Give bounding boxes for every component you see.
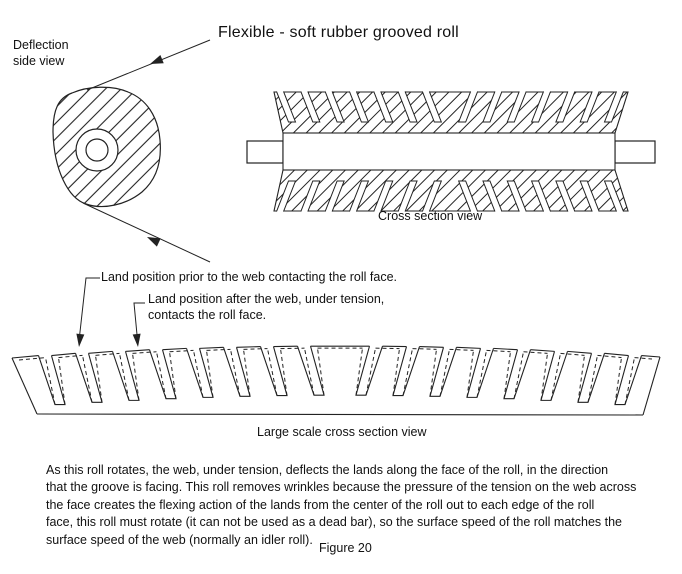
shaft-stub-right bbox=[615, 141, 655, 163]
land-top-undeflected bbox=[59, 355, 83, 357]
land-groove bbox=[393, 347, 420, 396]
land-top-undeflected bbox=[450, 349, 474, 350]
land-undeflected-edge bbox=[430, 349, 437, 396]
land-after-label-line1: Land position after the web, under tension, bbox=[148, 292, 385, 306]
land-groove bbox=[150, 350, 177, 399]
land-undeflected-edge bbox=[281, 349, 288, 396]
figure-caption: Figure 20 bbox=[319, 541, 372, 555]
land-groove bbox=[113, 351, 140, 400]
side-view-drawing bbox=[53, 40, 210, 262]
land-undeflected-edge bbox=[393, 349, 400, 396]
land-undeflected-edge bbox=[615, 358, 622, 405]
land-groove bbox=[430, 347, 457, 396]
land-top-undeflected bbox=[413, 349, 437, 350]
land-top bbox=[163, 348, 187, 349]
land-undeflected-edge bbox=[578, 355, 585, 402]
land-top-undeflected bbox=[561, 353, 585, 355]
arrowhead-icon bbox=[148, 55, 163, 68]
paragraph-line: face, this roll must rotate (it can not be used as a dead bar), so the surface speed of the roll matches the bbox=[46, 515, 623, 530]
land-undeflected-edge bbox=[207, 350, 214, 397]
land-top-undeflected bbox=[207, 349, 231, 350]
side-view-label-line2: side view bbox=[13, 54, 65, 68]
land-groove bbox=[224, 347, 251, 396]
land-undeflected-edge bbox=[467, 350, 474, 397]
land-top bbox=[642, 356, 661, 357]
title-leader-line bbox=[87, 40, 210, 90]
land-undeflected-edge bbox=[170, 352, 177, 399]
title-leader-line-2 bbox=[83, 203, 210, 262]
land-top bbox=[126, 350, 150, 352]
land-groove bbox=[261, 347, 288, 396]
rubber-top bbox=[274, 92, 628, 133]
land-undeflected-edge bbox=[504, 352, 511, 399]
side-view-label-line1: Deflection bbox=[13, 38, 69, 52]
land-groove bbox=[541, 351, 568, 400]
rubber-bottom bbox=[274, 170, 628, 211]
land-top bbox=[200, 347, 224, 348]
land-undeflected-edge bbox=[356, 348, 363, 395]
land-top-undeflected bbox=[524, 352, 548, 354]
land-undeflected-edge bbox=[96, 355, 103, 402]
roll-shaft-hole bbox=[86, 139, 108, 161]
land-groove bbox=[76, 353, 103, 402]
roll-core bbox=[283, 133, 615, 170]
land-top bbox=[457, 347, 481, 348]
description-paragraph bbox=[46, 462, 636, 549]
land-prior-label: Land position prior to the web contacting the roll face. bbox=[101, 270, 398, 284]
land-groove bbox=[356, 346, 383, 395]
land-undeflected-edge bbox=[318, 348, 325, 395]
land-top bbox=[12, 356, 39, 358]
arrowhead-icon bbox=[75, 334, 84, 348]
land-groove bbox=[187, 348, 214, 397]
land-top bbox=[494, 348, 518, 349]
land-top bbox=[568, 351, 592, 353]
paragraph-line: surface speed of the web (normally an idler roll). bbox=[46, 532, 313, 547]
land-top bbox=[531, 350, 555, 352]
land-groove bbox=[39, 356, 66, 405]
shaft-stub-left bbox=[247, 141, 283, 163]
land-top-undeflected bbox=[133, 352, 157, 354]
slab-right-end bbox=[643, 357, 660, 415]
land-prior-leader bbox=[79, 278, 100, 341]
land-undeflected-edge bbox=[133, 353, 140, 400]
large-scale-caption: Large scale cross section view bbox=[257, 425, 427, 439]
land-top-undeflected bbox=[598, 355, 622, 357]
land-groove bbox=[467, 348, 494, 397]
land-top bbox=[237, 347, 261, 348]
paragraph-line: the face creates the flexing action of the lands from the center of the roll out to each edge of the roll bbox=[46, 497, 595, 512]
slab-left-end bbox=[12, 358, 37, 414]
land-top-undeflected bbox=[96, 353, 120, 355]
slab-bottom-edge bbox=[37, 414, 643, 415]
land-top bbox=[605, 353, 629, 355]
figure-title: Flexible - soft rubber grooved roll bbox=[218, 24, 459, 41]
land-undeflected-edge bbox=[541, 353, 548, 400]
land-top-undeflected bbox=[635, 358, 653, 359]
land-groove bbox=[615, 356, 642, 405]
land-top-undeflected bbox=[19, 358, 46, 360]
land-top bbox=[89, 351, 113, 353]
land-groove bbox=[504, 350, 531, 399]
land-top bbox=[52, 353, 76, 355]
land-top-undeflected bbox=[244, 349, 268, 350]
paragraph-line: As this roll rotates, the web, under tension, deflects the lands along the face of the roll, in the direction bbox=[46, 463, 609, 477]
land-undeflected-edge bbox=[59, 358, 66, 405]
cross-section-drawing bbox=[247, 91, 655, 212]
lands-and-grooves bbox=[12, 346, 660, 404]
land-after-label-line2: contacts the roll face. bbox=[148, 308, 267, 322]
land-groove bbox=[298, 346, 325, 395]
land-top-undeflected bbox=[487, 350, 511, 351]
paragraph-line: that the groove is facing. This roll removes wrinkles because the pressure of the tension on the web across bbox=[46, 480, 637, 495]
land-undeflected-edge bbox=[244, 349, 251, 396]
land-groove bbox=[578, 353, 605, 402]
arrowhead-icon bbox=[133, 334, 142, 348]
cross-section-caption: Cross section view bbox=[378, 209, 483, 223]
land-top bbox=[420, 347, 444, 348]
land-top-undeflected bbox=[170, 350, 194, 351]
